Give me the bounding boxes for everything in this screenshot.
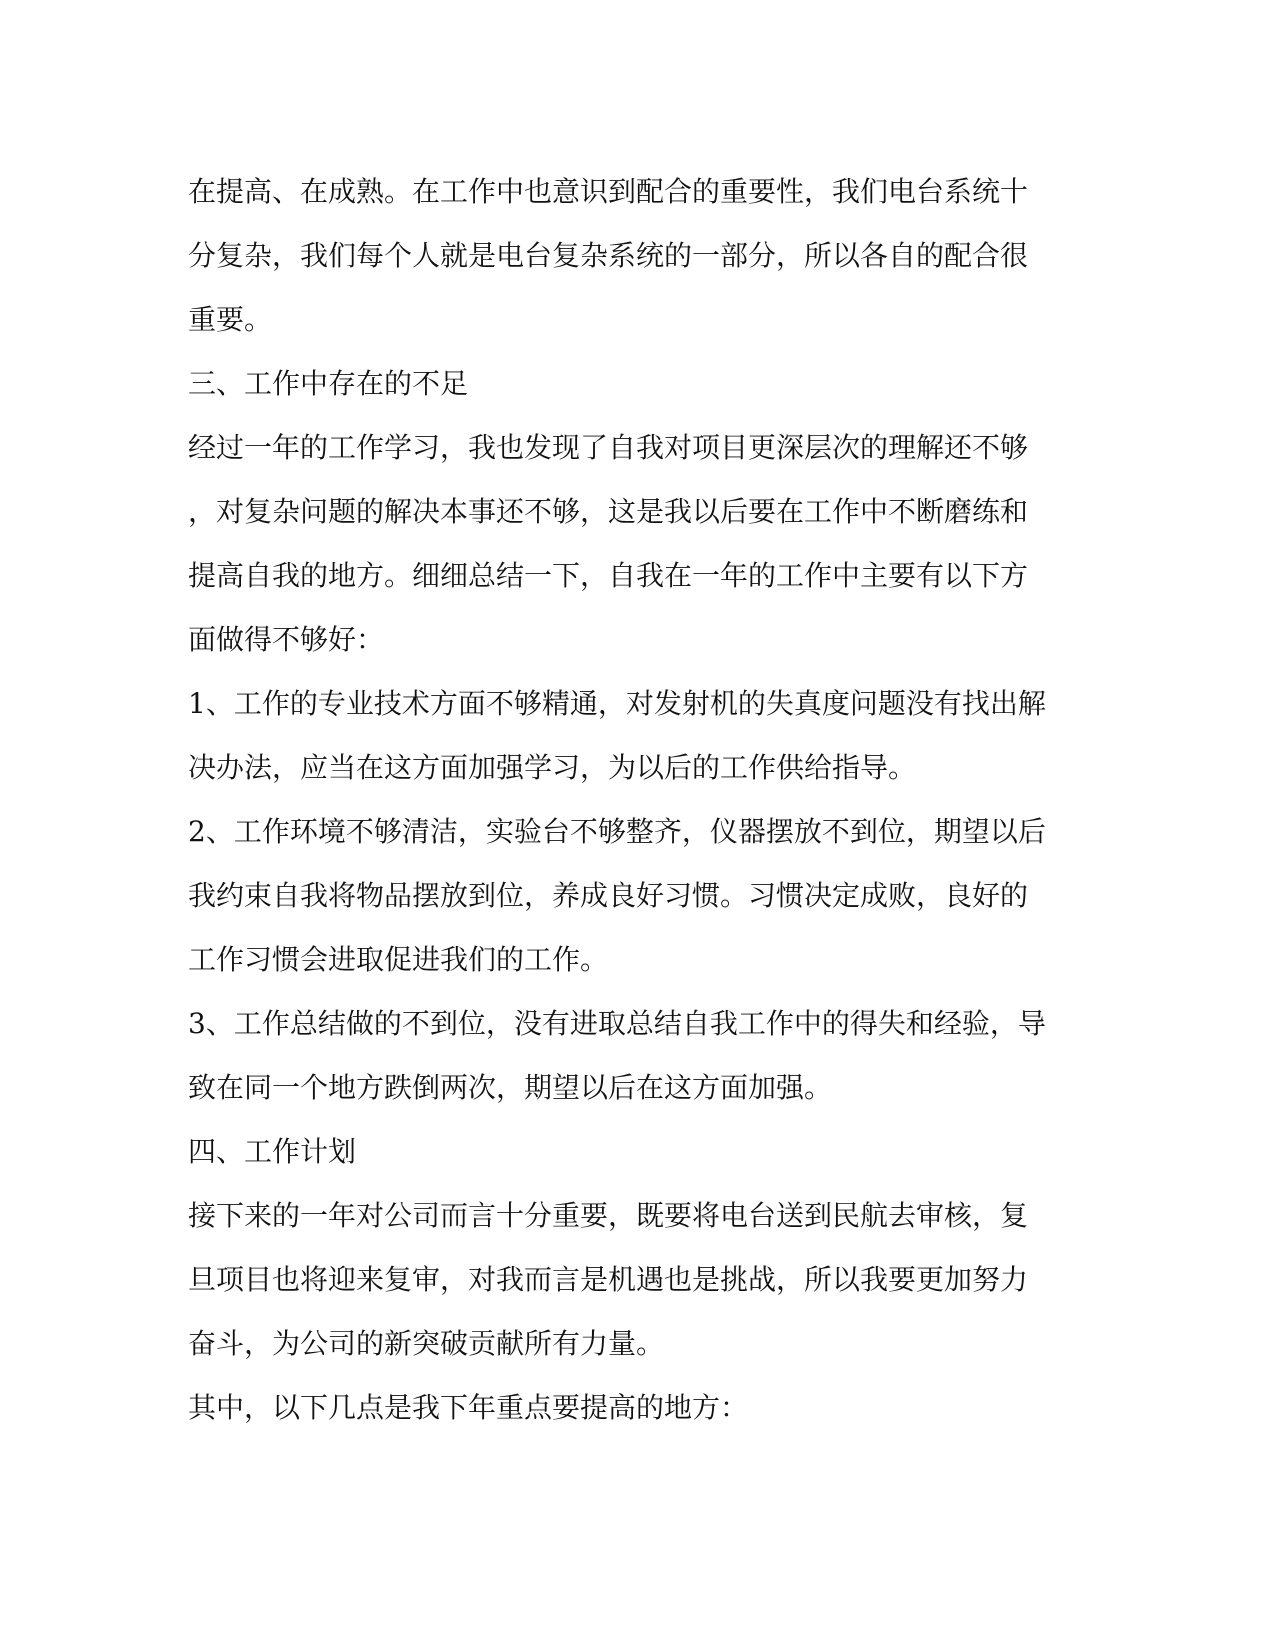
text-line: 经过一年的工作学习，我也发现了自我对项目更深层次的理解还不够 (188, 431, 1029, 464)
text-line: 2、工作环境不够清洁，实验台不够整齐，仪器摆放不到位，期望以后 (188, 815, 1046, 848)
list-item-1 (188, 672, 1088, 800)
text-line: 接下来的一年对公司而言十分重要，既要将电台送到民航去审核，复 (188, 1199, 1029, 1232)
text-line: 重要。 (188, 303, 273, 336)
text-line: 在提高、在成熟。在工作中也意识到配合的重要性，我们电台系统十 (188, 175, 1029, 208)
text-line: 1、工作的专业技术方面不够精通，对发射机的失真度问题没有找出解 (188, 687, 1046, 720)
list-item-3 (188, 992, 1088, 1120)
text-line: 我约束自我将物品摆放到位，养成良好习惯。习惯决定成败，良好的 (188, 879, 1029, 912)
text-line: 提高自我的地方。细细总结一下，自我在一年的工作中主要有以下方 (188, 559, 1029, 592)
text-line: 决办法，应当在这方面加强学习，为以后的工作供给指导。 (188, 751, 917, 784)
text-line: 面做得不够好： (188, 623, 385, 656)
heading-shortcomings (188, 352, 1088, 416)
text-line: 其中，以下几点是我下年重点要提高的地方： (188, 1391, 749, 1424)
text-line: ，对复杂问题的解决本事还不够，这是我以后要在工作中不断磨练和 (188, 495, 1029, 528)
heading-work-plan (188, 1120, 1088, 1184)
text-line: 分复杂，我们每个人就是电台复杂系统的一部分，所以各自的配合很 (188, 239, 1029, 272)
heading-text: 四、工作计划 (188, 1135, 357, 1168)
paragraph-cooperation (188, 160, 1088, 352)
text-line: 工作习惯会进取促进我们的工作。 (188, 943, 609, 976)
text-line: 旦项目也将迎来复审，对我而言是机遇也是挑战，所以我要更加努力 (188, 1263, 1029, 1296)
text-line: 致在同一个地方跌倒两次，期望以后在这方面加强。 (188, 1071, 833, 1104)
paragraph-key-points (188, 1376, 1088, 1440)
heading-text: 三、工作中存在的不足 (188, 367, 469, 400)
paragraph-work-plan (188, 1184, 1088, 1376)
paragraph-shortcomings-intro (188, 416, 1088, 672)
text-line: 3、工作总结做的不到位，没有进取总结自我工作中的得失和经验，导 (188, 1007, 1046, 1040)
text-line: 奋斗，为公司的新突破贡献所有力量。 (188, 1327, 665, 1360)
list-item-2 (188, 800, 1088, 992)
document-body (188, 160, 1088, 1440)
